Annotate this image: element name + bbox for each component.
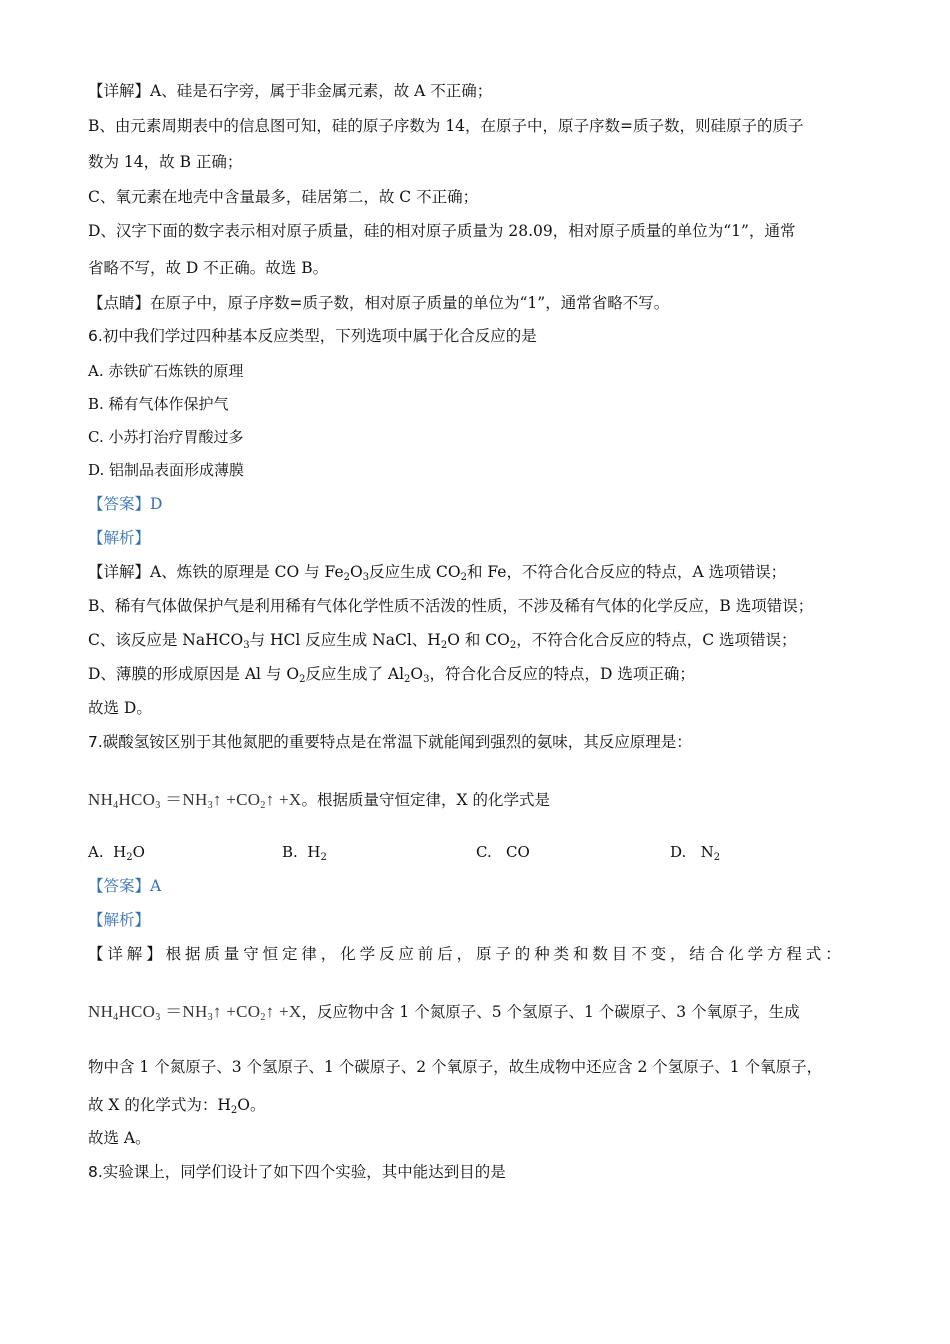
q5-detail-b-line2: 数为 14，故 B 正确； (88, 153, 243, 171)
q6-conclusion: 故选 D。 (88, 699, 152, 717)
q7-detail-line3: 物中含 1 个氮原子、3 个氢原子、1 个碳原子、2 个氧原子，故生成物中还应含 2 个氢原子、1 个氧原子， (88, 1058, 823, 1076)
chemical-equation: $NH_4HCO_3$ $=NH_3↑$ $+CO_2↑ +X$ (88, 790, 302, 811)
q8-stem-text: 实验课上，同学们设计了如下四个实验，其中能达到目的是 (102, 1163, 506, 1181)
q7-analysis-label: 【解析】 (88, 911, 151, 929)
q7-option-c: C. CO (476, 843, 530, 861)
chemical-equation-repeat: $NH_4HCO_3$ $=NH_3↑$ $+CO_2↑ +X$ (88, 1002, 302, 1023)
q5-detail-a: 【详解】A、硅是石字旁，属于非金属元素，故 A 不正确； (88, 82, 493, 100)
q6-detail-b: B、稀有气体做保护气是利用稀有气体化学性质不活泼的性质，不涉及稀有气体的化学反应，B 选项错误； (88, 597, 814, 615)
q7-option-d: D. $N_2$ (670, 843, 721, 863)
q6-detail-d: D、薄膜的形成原因是 Al 与 $O_2$反应生成了 $Al_2O_3$，符合化合反应的特点，D 选项正确； (88, 665, 695, 685)
q7-detail-line1: 【详解】根据质量守恒定律，化学反应前后，原子的种类和数目不变，结合化学方程式： (88, 945, 845, 963)
q5-tip: 【点睛】在原子中，原子序数=质子数，相对原子质量的单位为“1”，通常省略不写。 (88, 294, 670, 312)
q6-detail-a: 【详解】A、炼铁的原理是 CO 与 $Fe_2O_3$反应生成 $CO_2$和 Fe，不符合化合反应的特点，A 选项错误； (88, 563, 787, 583)
q8-number: 8. (88, 1163, 103, 1181)
q7-stem (88, 732, 692, 752)
q6-option-d: D. 铝制品表面形成薄膜 (88, 461, 245, 479)
q6-option-a: A. 赤铁矿石炼铁的原理 (88, 362, 244, 380)
q7-detail-line4: 故 X 的化学式为：$H_2O$。 (88, 1096, 266, 1116)
q6-number: 6. (88, 327, 103, 345)
q7-conclusion: 故选 A。 (88, 1129, 151, 1147)
q6-answer: 【答案】D (88, 495, 163, 513)
q5-detail-d-line2: 省略不写，故 D 不正确。故选 B。 (88, 259, 329, 277)
q7-equation-tail: 。根据质量守恒定律，X 的化学式是 (301, 791, 550, 809)
q6-analysis-label: 【解析】 (88, 529, 151, 547)
q7-stem-text: 碳酸氢铵区别于其他氮肥的重要特点是在常温下就能闻到强烈的氨味，其反应原理是： (102, 733, 692, 751)
q6-stem (88, 326, 537, 346)
q6-option-c: C. 小苏打治疗胃酸过多 (88, 428, 244, 446)
q7-option-b: B. $H_2$ (282, 843, 327, 863)
q7-detail-line2: $NH_4HCO_3$ $=NH_3↑$ $+CO_2↑ +X$，反应物中含 1 个氮原子、5 个氢原子、1 个碳原子、3 个氧原子，生成 (88, 1002, 800, 1023)
q5-detail-d-line1: D、汉字下面的数字表示相对原子质量，硅的相对原子质量为 28.09，相对原子质量的单位为“1”，通常 (88, 222, 796, 240)
q5-detail-c: C、氧元素在地壳中含量最多，硅居第二，故 C 不正确； (88, 188, 479, 206)
q5-detail-b-line1: B、由元素周期表中的信息图可知，硅的原子序数为 14，在原子中，原子序数=质子数，则硅原子的质子 (88, 117, 804, 135)
q8-stem (88, 1162, 506, 1182)
q7-answer: 【答案】A (88, 877, 162, 895)
q6-option-b: B. 稀有气体作保护气 (88, 395, 229, 413)
q7-number: 7. (88, 733, 103, 751)
q7-option-a: A. $H_2O$ (88, 843, 145, 863)
q6-stem-text: 初中我们学过四种基本反应类型，下列选项中属于化合反应的是 (102, 327, 537, 345)
q7-equation-line (88, 790, 550, 810)
q6-detail-c: C、该反应是 NaHCO$_3$与 HCl 反应生成 NaCl、$H_2O$ 和 $CO_2$，不符合化合反应的特点，C 选项错误； (88, 631, 797, 651)
